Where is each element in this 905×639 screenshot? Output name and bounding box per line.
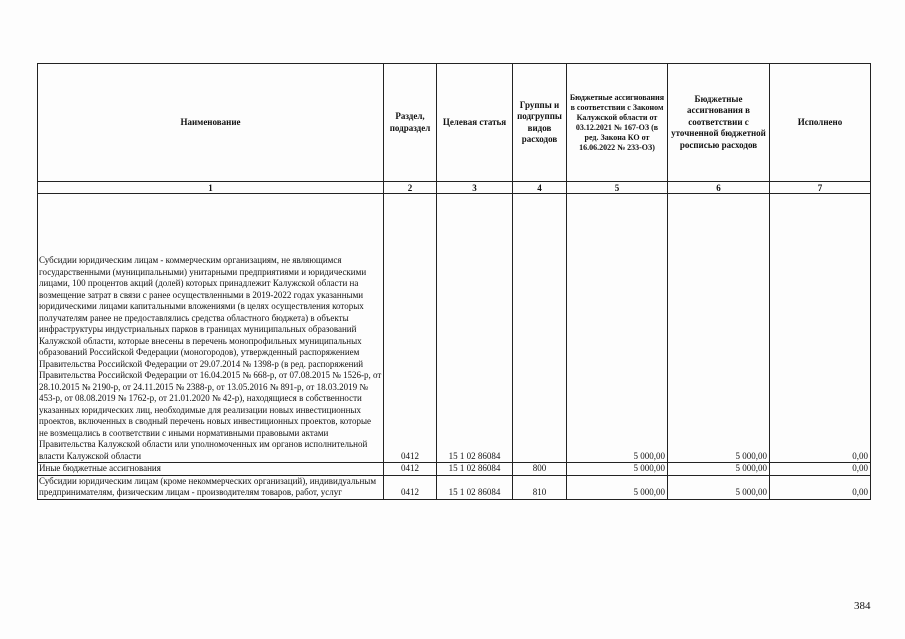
row-target: 15 1 02 86084 xyxy=(437,463,513,476)
col-number: 3 xyxy=(437,182,513,194)
page-number: 384 xyxy=(854,600,871,612)
row-name: Субсидии юридическим лицам (кроме некоммерческих организаций), индивидуальным предпринимателям, физическим лицам - производителям товаров, работ, услуг xyxy=(38,475,384,499)
col-number: 7 xyxy=(770,182,871,194)
col-number: 6 xyxy=(668,182,770,194)
row-section: 0412 xyxy=(384,194,437,463)
col-number: 2 xyxy=(384,182,437,194)
row-section: 0412 xyxy=(384,463,437,476)
row-group: 800 xyxy=(513,463,567,476)
row-target: 15 1 02 86084 xyxy=(437,194,513,463)
header-budget-refined: Бюджетные ассигнования в соответствии с уточненной бюджетной росписью расходов xyxy=(668,64,770,182)
row-budget-law: 5 000,00 xyxy=(567,194,668,463)
header-groups: Группы и подгруппы видов расходов xyxy=(513,64,567,182)
row-name: Иные бюджетные ассигнования xyxy=(38,463,384,476)
row-budget-refined: 5 000,00 xyxy=(668,463,770,476)
row-budget-law: 5 000,00 xyxy=(567,463,668,476)
row-budget-law: 5 000,00 xyxy=(567,475,668,499)
row-executed: 0,00 xyxy=(770,475,871,499)
header-budget-law: Бюджетные ассигнования в соответствии с Законом Калужской области от 03.12.2021 № 167-ОЗ (в ред. Закона КО от 16.06.2022 № 233-ОЗ) xyxy=(567,64,668,182)
header-executed: Исполнено xyxy=(770,64,871,182)
row-budget-refined: 5 000,00 xyxy=(668,475,770,499)
column-number-row xyxy=(38,182,871,194)
row-group xyxy=(513,194,567,463)
row-budget-refined: 5 000,00 xyxy=(668,194,770,463)
row-executed: 0,00 xyxy=(770,463,871,476)
header-row xyxy=(38,64,871,182)
col-number: 1 xyxy=(38,182,384,194)
budget-table-sheet xyxy=(37,63,870,500)
row-group: 810 xyxy=(513,475,567,499)
row-section: 0412 xyxy=(384,475,437,499)
budget-table xyxy=(37,63,871,500)
row-executed: 0,00 xyxy=(770,194,871,463)
col-number: 5 xyxy=(567,182,668,194)
header-name: Наименование xyxy=(38,64,384,182)
table-row xyxy=(38,194,871,463)
header-target: Целевая статья xyxy=(437,64,513,182)
table-row xyxy=(38,475,871,499)
col-number: 4 xyxy=(513,182,567,194)
row-target: 15 1 02 86084 xyxy=(437,475,513,499)
table-row xyxy=(38,463,871,476)
header-section: Раздел, подраздел xyxy=(384,64,437,182)
row-name: Субсидии юридическим лицам - коммерческим организациям, не являющимся государственными (муниципальными) унитарными предприятиями и юридическими лицами, 100 процентов акций (долей) которых принадлежит Калужской области на возмещение затрат в связи с ранее осуществленными в 2019-2022 годах указанными юридическими лицами капитальными вложениями (в целях осуществления которых получателям ранее не предоставлялись средства областного бюджета) в объекты инфраструктуры индустриальных парков в границах муниципальных образований Калужской области, которые внесены в перечень монопрофильных муниципальных образований Российской Федерации (моногородов), утвержденный распоряжением Правительства Российской Федерации от 29.07.2014 № 1398-р (в ред. распоряжений Правительства Российской Федерации от 16.04.2015 № 668-р, от 07.08.2015 № 1526-р, от 28.10.2015 № 2190-р, от 24.11.2015 № 2388-р, от 13.05.2016 № 891-р, от 18.03.2019 № 453-р, от 08.08.2019 № 1762-р, от 21.01.2020 № 42-р), находящиеся в собственности указанных юридических лиц, необходимые для реализации новых инвестиционных проектов, включенных в сводный перечень новых инвестиционных проектов, которые не возмещались в соответствии с иными нормативными правовыми актами Правительства Калужской области или уполномоченных им органов исполнительной власти Калужской области xyxy=(38,194,384,463)
